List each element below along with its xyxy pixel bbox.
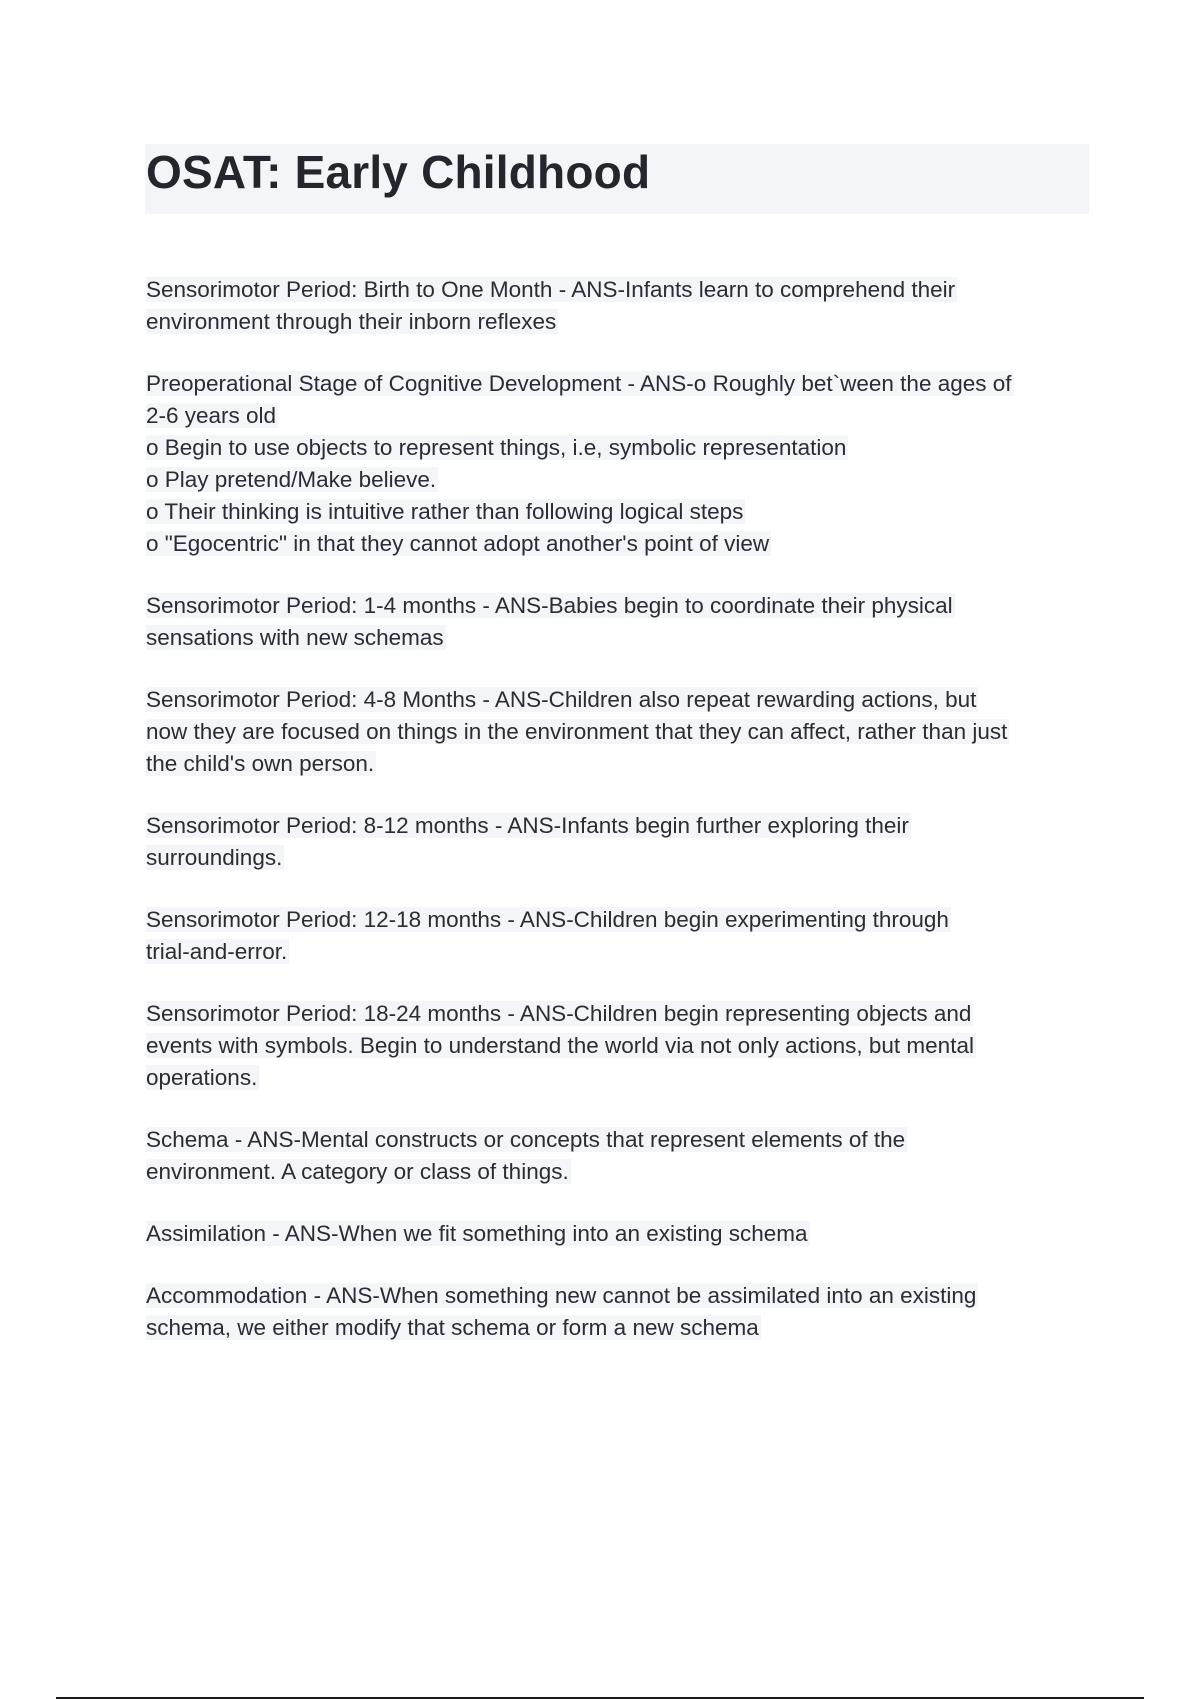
entry-text: Schema - ANS-Mental constructs or concepts that represent elements of the bbox=[146, 1127, 906, 1152]
entry-text: trial-and-error. bbox=[146, 939, 288, 964]
entry-text-line bbox=[146, 1156, 1096, 1188]
flashcard-entry bbox=[146, 368, 1096, 560]
entry-text: surroundings. bbox=[146, 845, 283, 870]
entry-text: operations. bbox=[146, 1065, 258, 1090]
entry-text: the child's own person. bbox=[146, 751, 375, 776]
footer-divider bbox=[56, 1697, 1144, 1699]
flashcard-entry bbox=[146, 1218, 1096, 1250]
entry-text-line bbox=[146, 1218, 1096, 1250]
flashcard-list bbox=[146, 274, 1096, 1374]
entry-text-line bbox=[146, 496, 1096, 528]
entry-text: Accommodation - ANS-When something new cannot be assimilated into an existing bbox=[146, 1283, 977, 1308]
entry-text-line bbox=[146, 1124, 1096, 1156]
entry-text: Sensorimotor Period: 18-24 months - ANS-Children begin representing objects and bbox=[146, 1001, 972, 1026]
entry-text: schema, we either modify that schema or form a new schema bbox=[146, 1315, 759, 1340]
flashcard-entry bbox=[146, 810, 1096, 874]
entry-text: 2-6 years old bbox=[146, 403, 277, 428]
entry-text-line bbox=[146, 306, 1096, 338]
entry-text: Assimilation - ANS-When we fit something into an existing schema bbox=[146, 1221, 808, 1246]
entry-text: Sensorimotor Period: 12-18 months - ANS-Children begin experimenting through bbox=[146, 907, 949, 932]
entry-text: events with symbols. Begin to understand the world via not only actions, but mental bbox=[146, 1033, 974, 1058]
entry-text-line bbox=[146, 368, 1096, 400]
entry-text-line bbox=[146, 1312, 1096, 1344]
entry-text-line bbox=[146, 1030, 1096, 1062]
entry-text-line bbox=[146, 432, 1096, 464]
entry-text-line bbox=[146, 274, 1096, 306]
flashcard-entry bbox=[146, 274, 1096, 338]
flashcard-entry bbox=[146, 1280, 1096, 1344]
entry-text: o Their thinking is intuitive rather than following logical steps bbox=[146, 499, 744, 524]
entry-text-line bbox=[146, 590, 1096, 622]
flashcard-entry bbox=[146, 684, 1096, 780]
entry-text-line bbox=[146, 684, 1096, 716]
entry-text: sensations with new schemas bbox=[146, 625, 444, 650]
entry-text-line bbox=[146, 716, 1096, 748]
entry-text-line bbox=[146, 748, 1096, 780]
entry-text: Sensorimotor Period: 8-12 months - ANS-Infants begin further exploring their bbox=[146, 813, 909, 838]
flashcard-entry bbox=[146, 590, 1096, 654]
entry-text-line bbox=[146, 1062, 1096, 1094]
entry-text-line bbox=[146, 622, 1096, 654]
entry-text-line bbox=[146, 464, 1096, 496]
entry-text: now they are focused on things in the environment that they can affect, rather than just bbox=[146, 719, 1008, 744]
page-title: OSAT: Early Childhood bbox=[146, 146, 651, 198]
entry-text: o "Egocentric" in that they cannot adopt another's point of view bbox=[146, 531, 770, 556]
entry-text: Sensorimotor Period: Birth to One Month - ANS-Infants learn to comprehend their bbox=[146, 277, 956, 302]
entry-text-line bbox=[146, 1280, 1096, 1312]
entry-text-line bbox=[146, 400, 1096, 432]
entry-text-line bbox=[146, 810, 1096, 842]
entry-text: Preoperational Stage of Cognitive Development - ANS-o Roughly bet`ween the ages of bbox=[146, 371, 1012, 396]
entry-text: environment. A category or class of things. bbox=[146, 1159, 569, 1184]
entry-text-line bbox=[146, 998, 1096, 1030]
entry-text: Sensorimotor Period: 4-8 Months - ANS-Children also repeat rewarding actions, but bbox=[146, 687, 977, 712]
flashcard-entry bbox=[146, 904, 1096, 968]
entry-text-line bbox=[146, 904, 1096, 936]
flashcard-entry bbox=[146, 1124, 1096, 1188]
entry-text: Sensorimotor Period: 1-4 months - ANS-Babies begin to coordinate their physical bbox=[146, 593, 953, 618]
entry-text-line bbox=[146, 528, 1096, 560]
entry-text: o Begin to use objects to represent things, i.e, symbolic representation bbox=[146, 435, 847, 460]
entry-text: environment through their inborn reflexes bbox=[146, 309, 557, 334]
flashcard-entry bbox=[146, 998, 1096, 1094]
entry-text-line bbox=[146, 936, 1096, 968]
entry-text: o Play pretend/Make believe. bbox=[146, 467, 437, 492]
entry-text-line bbox=[146, 842, 1096, 874]
